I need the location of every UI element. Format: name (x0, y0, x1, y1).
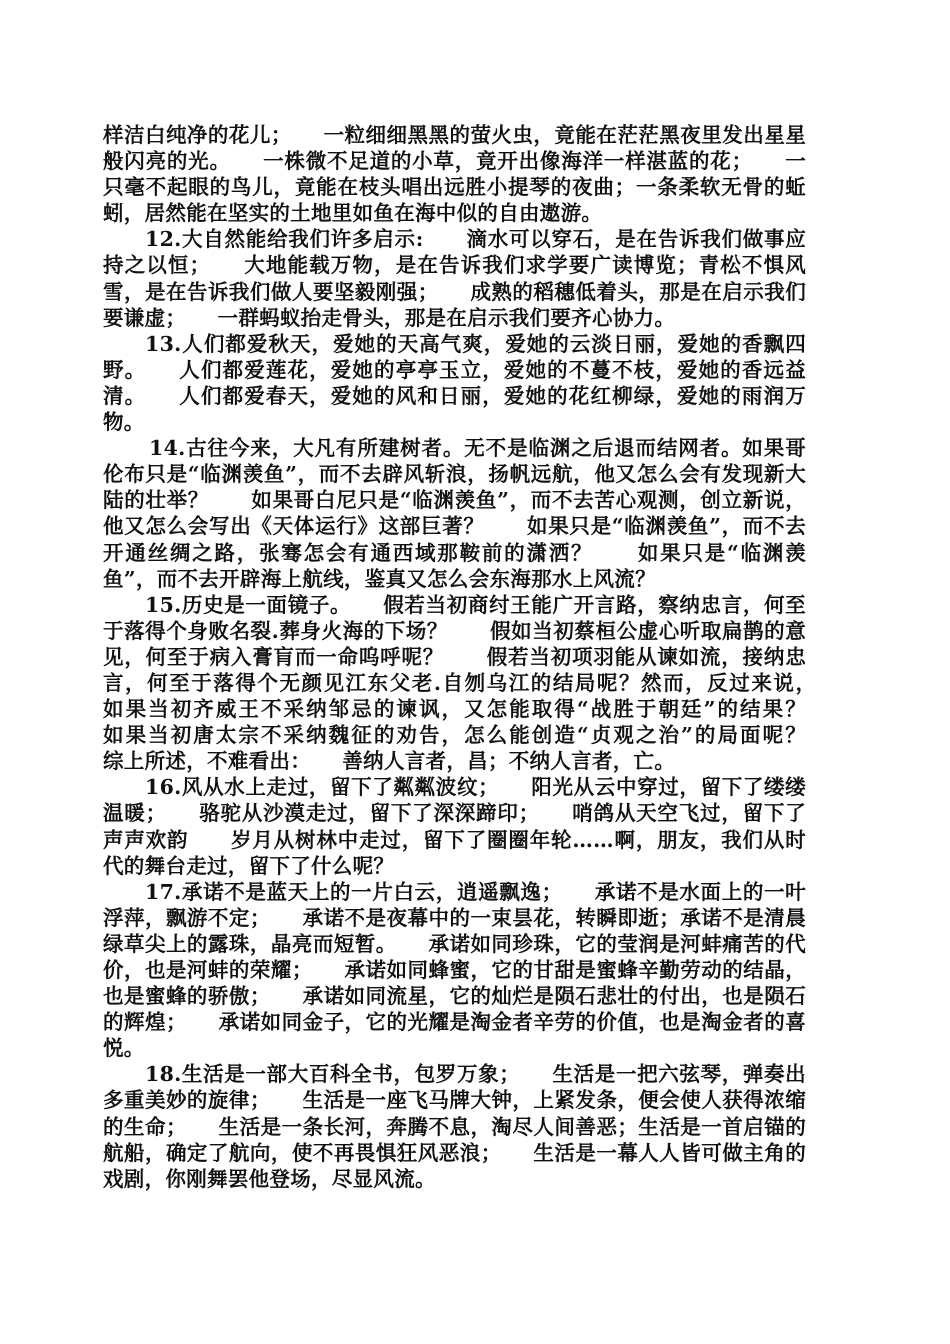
paragraph-16: 16.风从水上走过，留下了粼粼波纹； 阳光从云中穿过，留下了缕缕温暖； 骆驼从沙漠走过，留下了深深蹄印； 哨鸽从天空飞过，留下了声声欢韵 岁月从树林中走过，留下了圈圈年轮……啊，朋友，我们从时代的舞台走过，留下了什么呢？ (103, 775, 806, 878)
paragraph-13: 13.人们都爱秋天，爱她的天高气爽，爱她的云淡日丽，爱她的香飘四野。 人们都爱莲花，爱她的亭亭玉立，爱她的不蔓不枝，爱她的香远益清。 人们都爱春天，爱她的风和日丽，爱她的花红柳绿，爱她的雨润万物。 (103, 331, 806, 435)
paragraph-18: 18.生活是一部大百科全书，包罗万象； 生活是一把六弦琴，弹奏出多重美妙的旋律； 生活是一座飞马牌大钟，上紧发条，便会使人获得浓缩的生命； 生活是一条长河，奔腾不息，淘尽人间善恶；生活是一首启锚的航船，确定了航向，使不再畏惧狂风恶浪； 生活是一幕人人皆可做主角的戏剧，你刚舞罢他登场，尽显风流。 (103, 1062, 806, 1191)
paragraph-17: 17.承诺不是蓝天上的一片白云，逍遥飘逸； 承诺不是水面上的一叶浮萍，飘游不定； 承诺不是夜幕中的一束昙花，转瞬即逝；承诺不是清晨绿草尖上的露珠，晶亮而短暂。 承诺如同珍珠，它的莹润是河蚌痛苦的代价，也是河蚌的荣耀； 承诺如同蜂蜜，它的甘甜是蜜蜂辛勤劳动的结晶，也是蜜蜂的骄傲； 承诺如同流星，它的灿烂是陨石悲壮的付出，也是陨石的辉煌； 承诺如同金子，它的光耀是淘金者辛劳的价值，也是淘金者的喜悦。 (103, 879, 806, 1061)
document-page (103, 122, 848, 1192)
paragraph-15: 15.历史是一面镜子。 假若当初商纣王能广开言路，察纳忠言，何至于落得个身败名裂.葬身火海的下场？ 假如当初蔡桓公虚心听取扁鹊的意见，何至于病入膏肓而一命呜呼呢？ 假若当初项羽能从谏如流，接纳忠言，何至于落得个无颜见江东父老.自刎乌江的结局呢？然而，反过来说， 如果当初齐威王不采纳邹忌的谏讽，又怎能取得“战胜于朝廷”的结果？ 如果当初唐太宗不采纳魏征的劝告，怎么能创造“贞观之治”的局面呢？ 综上所述，不难看出： 善纳人言者，昌；不纳人言者，亡。 (103, 592, 848, 774)
paragraph-continued: 样洁白纯净的花儿； 一粒细细黑黑的萤火虫，竟能在茫茫黑夜里发出星星般闪亮的光。 一株微不足道的小草，竟开出像海洋一样湛蓝的花； 一只毫不起眼的鸟儿，竟能在枝头唱出远胜小提琴的夜曲；一条柔软无骨的蚯蚓，居然能在坚实的土地里如鱼在海中似的自由遨游。 (103, 123, 806, 226)
paragraph-12: 12.大自然能给我们许多启示: 滴水可以穿石，是在告诉我们做事应持之以恒； 大地能载万物，是在告诉我们求学要广读博览；青松不惧风雪，是在告诉我们做人要坚毅刚强； 成熟的稻穗低着头，那是在启示我们要谦虚； 一群蚂蚁抬走骨头，那是在启示我们要齐心协力。 (103, 227, 806, 330)
paragraph-14: 14.古往今来，大凡有所建树者。无不是临渊之后退而结网者。如果哥伦布只是“临渊羡鱼”，而不去辟风斩浪，扬帆远航，他又怎么会有发现新大陆的壮举？ 如果哥白尼只是“临渊羡鱼”，而不去苦心观测，创立新说，他又怎么会写出《天体运行》这部巨著？ 如果只是“临渊羡鱼”，而不去开通丝绸之路，张骞怎会有通西域那鞍前的潇洒？ 如果只是“临渊羡鱼”，而不去开辟海上航线，鉴真又怎么会东海那水上风流？ (103, 436, 806, 591)
